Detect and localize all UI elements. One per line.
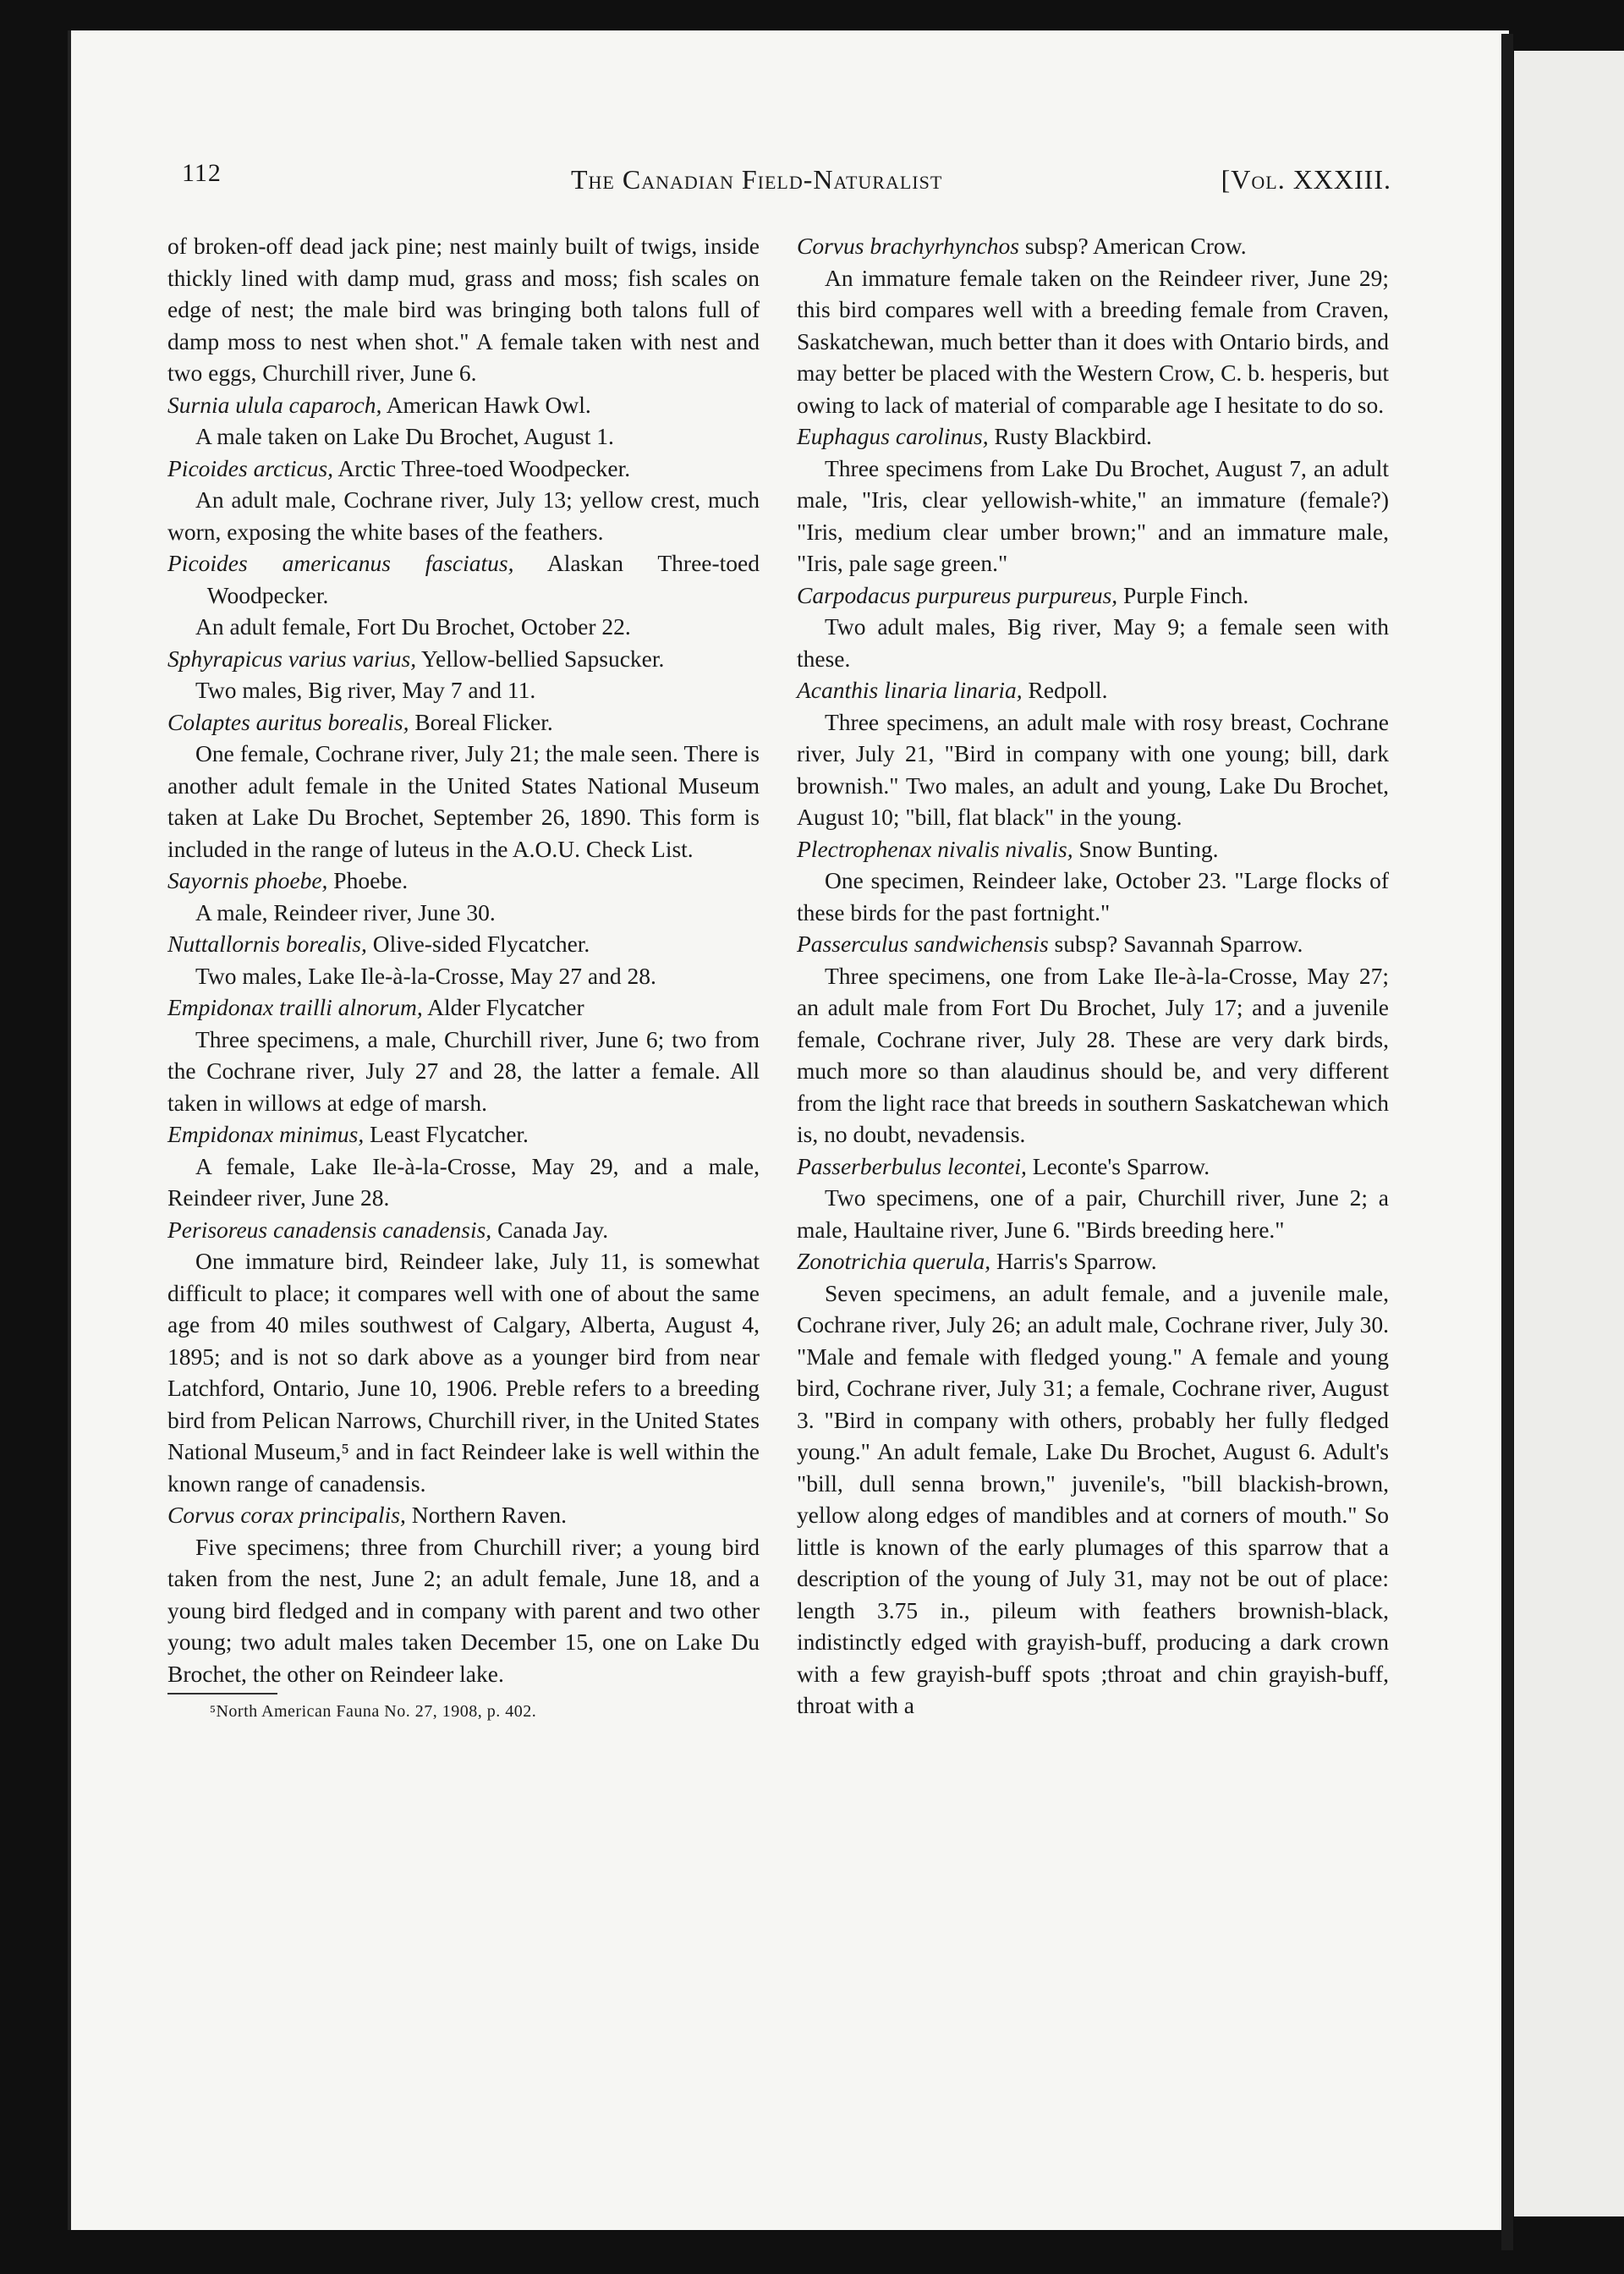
common-name: Redpoll. xyxy=(1022,677,1108,703)
common-name: Rusty Blackbird. xyxy=(988,423,1152,449)
scientific-name: Perisoreus canadensis canadensis, xyxy=(167,1216,492,1243)
left-column xyxy=(167,230,760,1723)
species-heading xyxy=(167,1118,760,1151)
species-heading xyxy=(167,547,760,611)
species-heading xyxy=(167,1499,760,1531)
species-heading xyxy=(167,706,760,739)
scientific-name: Colaptes auritus borealis, xyxy=(167,708,409,735)
body-paragraph: An adult female, Fort Du Brochet, October 22. xyxy=(195,613,631,640)
body-paragraph: One immature bird, Reindeer lake, July 11, is somewhat difficult to place; it compares well with one of about the same age from 40 miles southwest of Calgary, Alberta, August 4, 1895; and is not so dark above as a younger bird from near Latchford, Ontario, June 10, 1906. Preble refers to a breeding bird from Pelican Narrows, Churchill river, in the United States National Museum,⁵ and in fact Reindeer lake is well within the known range of canadensis. xyxy=(167,1248,760,1497)
body-paragraph: A female, Lake Ile-à-la-Crosse, May 29, and a male, Reindeer river, June 28. xyxy=(167,1152,760,1211)
species-heading xyxy=(797,1151,1389,1183)
common-name: subsp? Savannah Sparrow. xyxy=(1048,931,1303,957)
species-heading xyxy=(797,230,1389,262)
species-heading xyxy=(167,1214,760,1246)
common-name: American Hawk Owl. xyxy=(381,391,591,418)
body-paragraph: Seven specimens, an adult female, and a juvenile male, Cochrane river, July 26; an adult male, Cochrane river, July 30. "Male and female with fledged young." A female and young bird, Cochrane river, July 31; a female, Cochrane river, August 3. "Bird in company with others, probably her fully fledged young." An adult female, Lake Du Brochet, August 6. Adult's "bill, dull senna brown," juvenile's, "bill blackish-brown, yellow along edges of mandibles and at corners of mouth." So little is known of the early plumages of this sparrow that a description of the young of July 31, may not be out of place: length 3.75 in., pileum with feathers brownish-black, indistinctly edged with grayish-buff, producing a dark crown with a few grayish-buff spots ;throat and chin grayish-buff, throat with a xyxy=(797,1279,1389,1718)
species-heading xyxy=(797,928,1389,960)
body-paragraph: Five specimens; three from Churchill river; a young bird taken from the nest, June 2; an adult female, June 18, and a young bird fledged and in company with parent and two other young; two adult males taken December 15, one on Lake Du Brochet, the other on Reindeer lake. xyxy=(167,1533,760,1687)
scientific-name: Picoides arcticus, xyxy=(167,454,334,481)
scientific-name: Picoides americanus fasciatus, xyxy=(167,550,514,576)
footnote-rule xyxy=(167,1693,277,1695)
common-name: Phoebe. xyxy=(327,867,409,893)
species-heading xyxy=(167,389,760,421)
common-name: Leconte's Sparrow. xyxy=(1026,1152,1210,1179)
scientific-name: Passerberbulus lecontei, xyxy=(797,1152,1027,1179)
scientific-name: Empidonax minimus, xyxy=(167,1121,365,1147)
common-name: Canada Jay. xyxy=(491,1216,609,1243)
scientific-name: Plectrophenax nivalis nivalis, xyxy=(797,835,1073,862)
common-name: Arctic Three-toed Woodpecker. xyxy=(333,454,631,481)
common-name: Harris's Sparrow. xyxy=(990,1248,1157,1274)
scientific-name: Euphagus carolinus, xyxy=(797,423,989,449)
scientific-name: Empidonax trailli alnorum, xyxy=(167,994,423,1020)
body-paragraph: An adult male, Cochrane river, July 13; yellow crest, much worn, exposing the white bases of the feathers. xyxy=(167,486,760,545)
species-heading xyxy=(167,865,760,897)
scientific-name: Corvus corax principalis, xyxy=(167,1502,406,1528)
body-paragraph: Two males, Lake Ile-à-la-Crosse, May 27 and 28. xyxy=(195,962,656,989)
body-paragraph: Two adult males, Big river, May 9; a female seen with these. xyxy=(797,613,1389,672)
page-number: 112 xyxy=(182,159,222,187)
body-paragraph: An immature female taken on the Reindeer river, June 29; this bird compares well with a breeding female from Craven, Saskatchewan, much better than it does with Ontario birds, and may better be placed with the Western Crow, C. b. hesperis, but owing to lack of material of comparable age I hesitate to do so. xyxy=(797,264,1389,418)
scientific-name: Passerculus sandwichensis xyxy=(797,931,1049,957)
common-name: Yellow-bellied Sapsucker. xyxy=(416,645,665,672)
common-name: Olive-sided Flycatcher. xyxy=(366,931,590,957)
species-heading xyxy=(797,579,1389,612)
body-paragraph: Three specimens, an adult male with rosy breast, Cochrane river, July 21, "Bird in company with one young; bill, dark brownish." Two males, an adult and young, Lake Du Brochet, August 10; "bill, flat black" in the young. xyxy=(797,708,1389,830)
scientific-name: Acanthis linaria linaria, xyxy=(797,677,1023,703)
scientific-name: Sayornis phoebe, xyxy=(167,867,328,893)
body-paragraph: One specimen, Reindeer lake, October 23. "Large flocks of these birds for the past fortnight." xyxy=(797,867,1389,926)
scientific-name: Sphyrapicus varius varius, xyxy=(167,645,417,672)
common-name: Purple Finch. xyxy=(1117,581,1249,608)
book-binding xyxy=(1501,34,1513,2250)
common-name: Alaskan Three-toed Woodpecker. xyxy=(206,550,760,608)
right-column xyxy=(797,230,1389,1722)
body-paragraph: of broken-off dead jack pine; nest mainly built of twigs, inside thickly lined with damp mud, grass and moss; fish scales on edge of nest; the male bird was bringing both talons full of damp moss to nest when shot." A female taken with nest and two eggs, Churchill river, June 6. xyxy=(167,233,760,386)
body-paragraph: Three specimens, a male, Churchill river, June 6; two from the Cochrane river, July 27 and 28, the latter a female. All taken in willows at edge of marsh. xyxy=(167,1025,760,1116)
facing-page-edge xyxy=(1514,51,1624,2216)
scientific-name: Surnia ulula caparoch, xyxy=(167,391,382,418)
common-name: Snow Bunting. xyxy=(1073,835,1219,862)
common-name: Boreal Flicker. xyxy=(409,708,553,735)
body-paragraph: A male taken on Lake Du Brochet, August 1. xyxy=(195,423,614,449)
species-heading xyxy=(797,1245,1389,1277)
body-paragraph: Two males, Big river, May 7 and 11. xyxy=(195,677,536,703)
body-paragraph: Two specimens, one of a pair, Churchill river, June 2; a male, Haultaine river, June 6. "Birds breeding here." xyxy=(797,1184,1389,1243)
volume-label: [Vol. XXXIII. xyxy=(1221,164,1391,195)
species-heading xyxy=(797,674,1389,706)
species-heading xyxy=(167,991,760,1024)
body-paragraph: A male, Reindeer river, June 30. xyxy=(195,898,496,926)
scientific-name: Zonotrichia querula, xyxy=(797,1248,991,1274)
scientific-name: Carpodacus purpureus purpureus, xyxy=(797,581,1118,608)
body-paragraph: Three specimens from Lake Du Brochet, August 7, an adult male, "Iris, clear yellowish-white," an immature (female?) "Iris, medium clear umber brown;" and an immature male, "Iris, pale sage green." xyxy=(797,454,1389,576)
scientific-name: Nuttallornis borealis, xyxy=(167,931,367,957)
common-name: Alder Flycatcher xyxy=(422,994,584,1020)
journal-title: The Canadian Field-Naturalist xyxy=(571,164,943,195)
species-heading xyxy=(797,420,1389,453)
common-name: Least Flycatcher. xyxy=(364,1121,529,1147)
running-header xyxy=(182,159,1391,201)
footnote: ⁵North American Fauna No. 27, 1908, p. 402. xyxy=(210,1702,537,1721)
species-heading xyxy=(167,453,760,485)
common-name: Northern Raven. xyxy=(405,1502,568,1528)
species-heading xyxy=(167,643,760,675)
species-heading xyxy=(167,928,760,960)
body-paragraph: One female, Cochrane river, July 21; the male seen. There is another adult female in the United States National Museum taken at Lake Du Brochet, September 26, 1890. This form is included in the range of luteus in the A.O.U. Check List. xyxy=(167,740,760,862)
species-heading xyxy=(797,833,1389,865)
body-paragraph: Three specimens, one from Lake Ile-à-la-Crosse, May 27; an adult male from Fort Du Brochet, July 17; and a juvenile female, Cochrane river, July 28. These are very dark birds, much more so than alaudinus should be, and very different from the light race that breeds in southern Saskatchewan which is, no doubt, nevadensis. xyxy=(797,962,1389,1147)
common-name: subsp? American Crow. xyxy=(1019,233,1247,259)
scientific-name: Corvus brachyrhynchos xyxy=(797,233,1020,259)
